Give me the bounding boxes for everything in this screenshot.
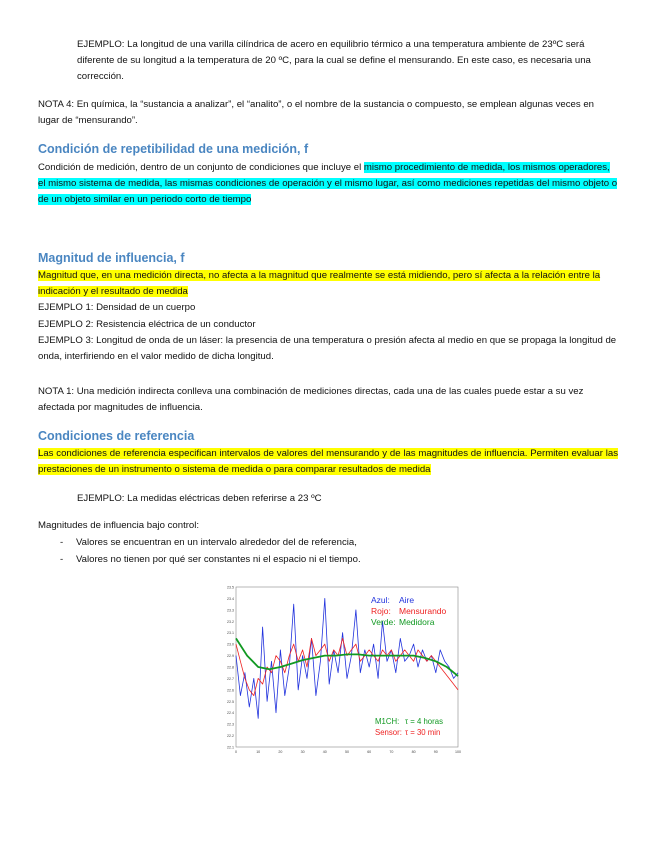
nota-4-text: NOTA 4: En química, la “sustancia a analizar”, el “analito”, o el nombre de la sustancia o compuesto, se emplean algunas veces en lugar de “mensurando”. xyxy=(38,99,595,127)
legend-key: Azul: xyxy=(371,595,390,605)
control-list xyxy=(38,535,618,568)
temperature-chart xyxy=(222,583,462,758)
list-item xyxy=(38,535,618,551)
repetibilidad-paragraph xyxy=(38,160,618,209)
y-tick-label: 22.2 xyxy=(227,734,234,739)
ejemplo-3: EJEMPLO 3: Longitud de onda de un láser: la presencia de una temperatura o presión afecta al medio en que se propaga la longitud de onda, interfiriendo en el valor medido de dicha longitud. xyxy=(38,334,617,363)
dash-marker: - xyxy=(60,537,64,549)
x-tick-label: 30 xyxy=(300,750,305,754)
ejemplo-medidas xyxy=(77,491,617,507)
dash-marker: - xyxy=(60,553,64,565)
referencia-definition: Las condiciones de referencia especifican intervalos de valores del mensurando y de las magnitudes de influencia. Permiten evaluar las prestaciones de un instrumento o sistema de medida o para comparar resultados de medida xyxy=(38,448,618,476)
y-tick-label: 22.7 xyxy=(227,676,234,681)
x-tick-label: 40 xyxy=(322,750,327,754)
list-item-text: Valores se encuentran en un intervalo alrededor del de referencia, xyxy=(76,537,357,549)
nota-1-text: NOTA 1: Una medición indirecta conlleva una combinación de mediciones directas, cada una de las cuales puede estar a su vez afectada por magnitudes de influencia. xyxy=(38,386,584,414)
x-tick-label: 60 xyxy=(367,750,372,754)
influencia-definition: Magnitud que, en una medición directa, no afecta a la magnitud que realmente se está midiendo, pero sí afecta a la relación entre la indicación y el resultado de medida xyxy=(38,270,601,298)
y-tick-label: 23.0 xyxy=(227,642,234,647)
list-item xyxy=(38,552,618,568)
nota-1 xyxy=(38,384,618,416)
y-tick-label: 22.8 xyxy=(227,665,234,670)
repetibilidad-highlight: mismo procedimiento de medida, los mismos operadores, el mismo sistema de medida, las mismas condiciones de operación y el mismo lugar, así como mediciones repetidas del mismo objeto o de un objeto similar en un periodo corto de tiempo xyxy=(38,162,618,206)
y-tick-label: 22.6 xyxy=(227,688,234,693)
influencia-definition-paragraph xyxy=(38,268,618,300)
x-tick-label: 0 xyxy=(235,750,237,754)
repetibilidad-intro: Condición de medición, dentro de un conjunto de condiciones que incluye el xyxy=(38,162,364,173)
ejemplo-varilla xyxy=(77,37,617,86)
ejemplo-1: EJEMPLO 1: Densidad de un cuerpo xyxy=(38,302,196,314)
ejemplo-medidas-text: EJEMPLO: La medidas eléctricas deben referirse a 23 ºC xyxy=(77,493,322,504)
y-tick-label: 23.3 xyxy=(227,608,234,613)
x-tick-label: 90 xyxy=(433,750,438,754)
x-tick-label: 50 xyxy=(345,750,349,754)
y-tick-label: 22.5 xyxy=(227,699,234,704)
legend-key: Rojo: xyxy=(371,606,391,616)
y-tick-label: 23.1 xyxy=(227,631,234,636)
list-item-text: Valores no tienen por qué ser constantes ni el espacio ni el tiempo. xyxy=(76,553,361,565)
x-tick-label: 70 xyxy=(389,750,394,754)
heading-influencia: Magnitud de influencia, f xyxy=(38,251,185,265)
nota-4 xyxy=(38,97,618,129)
control-title: Magnitudes de influencia bajo control: xyxy=(38,520,200,531)
y-tick-label: 22.3 xyxy=(227,722,234,727)
legend-label: Mensurando xyxy=(399,606,447,616)
referencia-definition-paragraph xyxy=(38,446,618,478)
legend-label: Aire xyxy=(399,595,415,605)
x-tick-label: 20 xyxy=(278,750,283,754)
ejemplo-varilla-text: EJEMPLO: La longitud de una varilla cilíndrica de acero en equilibrio térmico a una temperatura ambiente de 23ºC será diferente de su longitud a la temperatura de 20 ºC, para la cual se define el mensurando. En este caso, es necesaria una corrección. xyxy=(77,39,591,83)
legend-label: Medidora xyxy=(399,617,435,627)
annotation-key: M1CH: xyxy=(375,717,400,726)
annotation-text: τ = 4 horas xyxy=(405,717,443,726)
ejemplo-2: EJEMPLO 2: Resistencia eléctrica de un conductor xyxy=(38,318,256,330)
y-tick-label: 23.2 xyxy=(227,619,234,624)
y-tick-label: 22.1 xyxy=(227,745,234,750)
y-tick-label: 22.4 xyxy=(227,711,234,716)
x-tick-label: 10 xyxy=(256,750,261,754)
section-influencia xyxy=(38,250,618,365)
y-tick-label: 23.5 xyxy=(227,585,234,590)
x-tick-label: 100 xyxy=(455,750,461,754)
heading-repetibilidad: Condición de repetibilidad de una medición, f xyxy=(38,142,309,156)
y-tick-label: 23.4 xyxy=(227,596,234,601)
heading-referencia: Condiciones de referencia xyxy=(38,429,195,443)
section-repetibilidad xyxy=(38,141,618,209)
control-list-section xyxy=(38,518,618,568)
x-tick-label: 80 xyxy=(411,750,416,754)
y-tick-label: 22.9 xyxy=(227,654,234,659)
annotation-key: Sensor: xyxy=(375,728,402,737)
annotation-text: τ = 30 min xyxy=(405,728,441,737)
chart-svg xyxy=(222,583,462,758)
section-referencia xyxy=(38,428,618,478)
legend-key: Verde: xyxy=(371,617,396,627)
